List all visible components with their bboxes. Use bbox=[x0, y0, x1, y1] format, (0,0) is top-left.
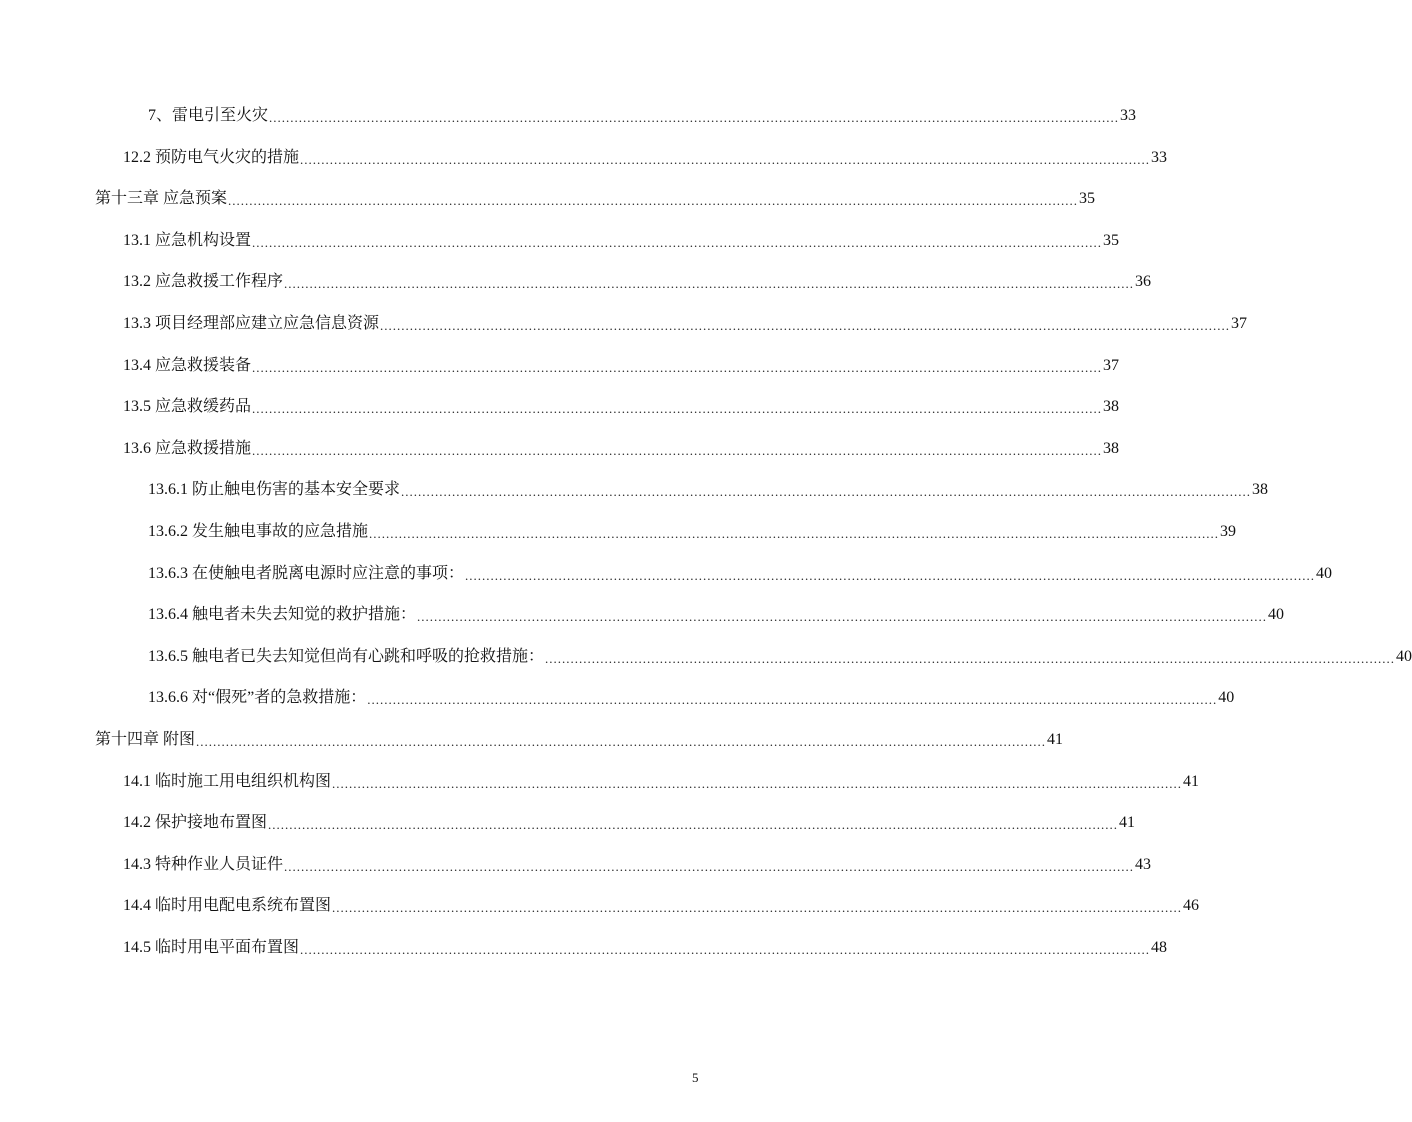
toc-entry-label: 14.1 临时施工用电组织机构图 bbox=[123, 772, 332, 790]
toc-entry[interactable] bbox=[123, 854, 1152, 876]
dot-leader: ........................................................................................................................................................................................................ bbox=[332, 775, 1183, 791]
dot-leader: ........................................................................................................................................................................................................ bbox=[228, 193, 1079, 209]
toc-entry[interactable] bbox=[123, 396, 1120, 418]
toc-entry-page: 41 bbox=[1183, 772, 1200, 790]
toc-entry-label: 13.1 应急机构设置 bbox=[123, 231, 252, 249]
toc-entry-label: 第十四章 附图 bbox=[95, 731, 196, 748]
toc-entry[interactable] bbox=[95, 729, 1064, 751]
toc-entry-label: 13.6 应急救援措施 bbox=[123, 439, 252, 457]
toc-entry-label: 14.3 特种作业人员证件 bbox=[123, 855, 284, 873]
toc-entry[interactable] bbox=[123, 771, 1200, 793]
toc-entry-page: 36 bbox=[1135, 273, 1152, 291]
toc-entry-page: 43 bbox=[1135, 855, 1152, 873]
toc-entry-label: 13.6.2 发生触电事故的应急措施 bbox=[148, 523, 369, 540]
toc-entry-page: 41 bbox=[1119, 814, 1136, 832]
toc-entry-page: 40 bbox=[1396, 647, 1412, 665]
toc-entry[interactable] bbox=[123, 271, 1152, 293]
toc-entry-label: 13.6.1 防止触电伤害的基本安全要求 bbox=[148, 481, 401, 499]
toc-entry-page: 46 bbox=[1183, 897, 1200, 915]
dot-leader: ........................................................................................................................................................................................................ bbox=[252, 442, 1103, 458]
toc-entry-page: 38 bbox=[1252, 481, 1269, 499]
toc-entry-page: 48 bbox=[1151, 939, 1168, 956]
toc-entry[interactable] bbox=[148, 687, 1235, 709]
toc-entry[interactable] bbox=[123, 438, 1120, 460]
dot-leader: ........................................................................................................................................................................................................ bbox=[367, 692, 1218, 708]
toc-entry[interactable] bbox=[148, 479, 1269, 501]
dot-leader: ........................................................................................................................................................................................................ bbox=[401, 484, 1252, 500]
toc-entry[interactable] bbox=[123, 313, 1248, 335]
toc-entry-label: 14.2 保护接地布置图 bbox=[123, 814, 268, 832]
toc-entry-page: 37 bbox=[1231, 315, 1248, 332]
toc-entry-page: 40 bbox=[1218, 689, 1235, 707]
page-number: 5 bbox=[692, 1070, 699, 1085]
toc-entry[interactable] bbox=[123, 230, 1120, 252]
dot-leader: ........................................................................................................................................................................................................ bbox=[252, 234, 1103, 250]
toc-entry-page: 39 bbox=[1220, 523, 1237, 540]
toc-entry[interactable] bbox=[148, 521, 1237, 543]
toc-entry[interactable] bbox=[148, 646, 1412, 668]
toc-entry-page: 40 bbox=[1316, 564, 1333, 582]
toc-entry[interactable] bbox=[123, 355, 1120, 377]
toc-entry-label: 13.6.3 在使触电者脱离电源时应注意的事项： bbox=[148, 564, 465, 582]
toc-entry[interactable] bbox=[148, 604, 1285, 626]
toc-entry[interactable] bbox=[148, 105, 1137, 127]
dot-leader: ........................................................................................................................................................................................................ bbox=[252, 401, 1103, 417]
toc-entry[interactable] bbox=[123, 147, 1168, 169]
dot-leader: ........................................................................................................................................................................................................ bbox=[369, 526, 1220, 541]
toc-entry-label: 13.4 应急救援装备 bbox=[123, 356, 252, 374]
dot-leader: ........................................................................................................................................................................................................ bbox=[465, 567, 1316, 583]
toc-entry-label: 13.6.5 触电者已失去知觉但尚有心跳和呼吸的抢救措施： bbox=[148, 647, 545, 665]
toc-entry-label: 14.5 临时用电平面布置图 bbox=[123, 939, 300, 956]
toc-entry-page: 38 bbox=[1103, 439, 1120, 457]
toc-entry-label: 第十三章 应急预案 bbox=[95, 190, 228, 208]
toc-entry-page: 33 bbox=[1120, 107, 1137, 124]
dot-leader: ........................................................................................................................................................................................................ bbox=[269, 110, 1120, 125]
toc-entry-label: 12.2 预防电气火灾的措施 bbox=[123, 148, 300, 166]
toc-entry[interactable] bbox=[123, 895, 1200, 917]
dot-leader: ........................................................................................................................................................................................................ bbox=[332, 900, 1183, 916]
dot-leader: ........................................................................................................................................................................................................ bbox=[417, 609, 1268, 625]
dot-leader: ........................................................................................................................................................................................................ bbox=[284, 276, 1135, 292]
toc-entry[interactable] bbox=[95, 188, 1096, 210]
dot-leader: ........................................................................................................................................................................................................ bbox=[380, 318, 1231, 333]
dot-leader: ........................................................................................................................................................................................................ bbox=[545, 650, 1396, 666]
toc-entry-label: 13.5 应急救缓药品 bbox=[123, 398, 252, 416]
dot-leader: ........................................................................................................................................................................................................ bbox=[268, 817, 1119, 833]
toc-entry-page: 35 bbox=[1079, 190, 1096, 208]
toc-entry-label: 13.2 应急救援工作程序 bbox=[123, 273, 284, 291]
toc-entry[interactable] bbox=[123, 937, 1168, 959]
toc-entry-label: 13.6.6 对“假死”者的急救措施： bbox=[148, 689, 367, 707]
toc-entry-page: 37 bbox=[1103, 356, 1120, 374]
toc-entry[interactable] bbox=[123, 812, 1136, 834]
toc-entry-label: 7、雷电引至火灾 bbox=[148, 107, 269, 124]
toc-entry-label: 13.6.4 触电者未失去知觉的救护措施： bbox=[148, 606, 417, 624]
dot-leader: ........................................................................................................................................................................................................ bbox=[284, 858, 1135, 874]
toc-entry-label: 14.4 临时用电配电系统布置图 bbox=[123, 897, 332, 915]
toc-entry[interactable] bbox=[148, 563, 1333, 585]
toc-entry-page: 33 bbox=[1151, 148, 1168, 166]
toc-entry-page: 41 bbox=[1047, 731, 1064, 748]
dot-leader: ........................................................................................................................................................................................................ bbox=[300, 942, 1151, 957]
dot-leader: ........................................................................................................................................................................................................ bbox=[300, 151, 1151, 167]
toc-entry-page: 38 bbox=[1103, 398, 1120, 416]
dot-leader: ........................................................................................................................................................................................................ bbox=[196, 734, 1047, 749]
dot-leader: ........................................................................................................................................................................................................ bbox=[252, 359, 1103, 375]
toc-entry-page: 40 bbox=[1268, 606, 1285, 624]
toc-entry-label: 13.3 项目经理部应建立应急信息资源 bbox=[123, 315, 380, 332]
toc-entry-page: 35 bbox=[1103, 231, 1120, 249]
